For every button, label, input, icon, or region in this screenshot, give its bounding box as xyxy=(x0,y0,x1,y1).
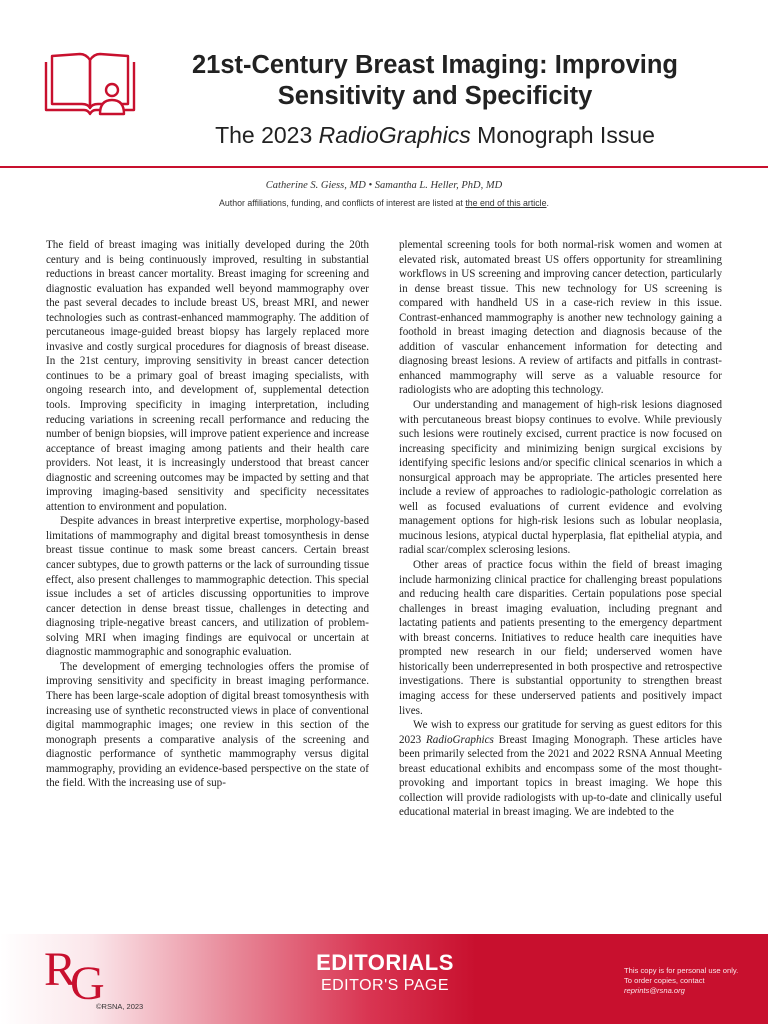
affiliation-end: . xyxy=(546,198,549,208)
author-line: Catherine S. Giess, MD • Samantha L. Heller, PhD, MD xyxy=(265,180,503,191)
paragraph-part: Breast Imaging Monograph. These articles have been primarily selected from the 2021 and 2022 RSNA Annual Meeting breast educational exhibits and encompass some of the most thought-provoking and important topics in breast imaging. We hope this collection will provide radiologists with up-to-date and clinically useful educational material in breast imaging. We are indebted to the xyxy=(399,733,722,819)
paragraph: Other areas of practice focus within the field of breast imaging include harmonizing clinical practice for challenging breast populations and reducing health care disparities. Certain populations pose special challenges in breast imaging evaluation, including pregnant and lactating patients and patients presenting to the emergency department with breast concerns. Initiatives to reduce health care inequities have prompted new research in our field; underserved women have historically been underrepresented in both prospective and retrospective investigations. There is substantial opportunity to strengthen breast imaging access for these underserved patients and positively impact lives. xyxy=(399,559,722,717)
reprint-notice xyxy=(624,966,744,996)
paragraph: Despite advances in breast interpretive expertise, morphology-based limitations of mammography and digital breast tomosynthesis in dense breast tissue continue to mask some breast cancers. Certain breast cancer subtypes, due to growth patterns or the lack of surrounding tissue effect, also present challenges to mammographic detection. This special issue includes a set of articles discussing opportunities to improve cancer detection in dense breast tissue, challenges in detecting and diagnosing triple-negative breast cancers, and utilization of problem-solving MRI when imaging findings are equivocal or uncertain at diagnostic mammographic and sonographic evaluation. xyxy=(46,515,369,659)
paragraph: plemental screening tools for both normal-risk women and women at elevated risk, automated breast US offers opportunity for streamlining workflows in US screening and improving cancer detection, particularly in dense breast tissue. This new technology for US screening is compared with handheld US in a case-rich review in this issue. Contrast-enhanced mammography is another new technology gaining a foothold in breast imaging detection and diagnosis because of the addition of vascular enhancement information for detecting and diagnosing breast lesions. A review of artifacts and pitfalls in contrast-enhanced mammography will serve as a valuable resource for radiologists who are adopting this technology. xyxy=(399,239,722,397)
paragraph: The development of emerging technologies offers the promise of improving sensitivity and specificity in breast imaging performance. There has been large-scale adoption of digital breast tomosynthesis with increasing use of synthetic reconstructed views in place of conventional digital mammographic images; one review in this section of the monograph presents a comparative analysis of the screening and diagnostic performance of synthetic mammography versus digital mammography, providing an evidence-based perspective on the state of the field. With the increasing use of sup- xyxy=(46,660,369,790)
paragraph-part: We wish to express our gratitude for serving as guest editors for this 2023 xyxy=(399,719,722,746)
reprint-text: This copy is for personal use only. To order copies, contact xyxy=(624,966,739,985)
logo-g: G xyxy=(70,957,99,1010)
copyright-text: ©RSNA, 2023 xyxy=(96,1002,144,1011)
body-column-right xyxy=(399,238,722,820)
section-label: EDITORIALS xyxy=(316,950,454,975)
paragraph: Our understanding and management of high-risk lesions diagnosed with percutaneous breast biopsy continues to evolve. While previously such lesions were routinely excised, current practice is now focused on increasing specificity and minimizing benign surgical excisions by identifying specific lesions and/or specific clinical scenarios in which a nonsurgical approach may be appropriate. The articles presented here include a review of approaches to radiologic-pathologic correlation as well as focused evaluations of current evidence and evolving management options for high-risk lesions such as lobular neoplasia, mucinous lesions, atypical ductal hyperplasia, flat epithelial atypia, and radial scar/complex sclerosing lesions. xyxy=(399,399,722,557)
subtitle-journal: RadioGraphics xyxy=(318,122,471,148)
reprint-email[interactable]: reprints@rsna.org xyxy=(624,986,685,995)
header-divider xyxy=(0,166,768,168)
page-subtitle xyxy=(150,120,720,150)
journal-name: RadioGraphics xyxy=(426,733,494,746)
end-of-article-link[interactable]: the end of this article xyxy=(465,198,547,208)
page-title: 21st-Century Breast Imaging: Improving Sensitivity and Specificity xyxy=(191,51,678,110)
affiliation-text: Author affiliations, funding, and conflicts of interest are listed at xyxy=(219,198,466,208)
subsection-label: EDITOR'S PAGE xyxy=(320,977,450,994)
subtitle-post: Monograph Issue xyxy=(470,122,655,148)
paragraph xyxy=(399,718,722,820)
affiliation-note xyxy=(0,198,768,208)
paragraph: The field of breast imaging was initially developed during the 20th century and is being continuously improved, resulting in substantial reductions in breast cancer mortality. Breast imaging for screening and diagnostic evaluation has expanded well beyond mammography over the past several decades to include breast US, breast MRI, and newer technologies such as contrast-enhanced mammography. The addition of percutaneous image-guided breast biopsy has largely replaced more invasive and costly surgical procedures for diagnosis of breast disease. In the 21st century, improving sensitivity in breast cancer detection continues to be a primary goal of breast imaging specialists, with ongoing research into, and development of, supplemental detection tools. Improving specificity in imaging interpretation, including reducing variations in screening recall performance and reducing the number of benign biopsies, will improve patient experience and increase acceptance of breast imaging among patients and their health care providers. Not least, it is increasingly understood that breast cancer diagnostic and screening outcomes may be impacted by setting and that improving imaging-based sensitivity and specificity necessitates attention to environment and population. xyxy=(46,239,369,513)
subtitle-pre: The 2023 xyxy=(215,122,319,148)
body-column-left xyxy=(46,238,369,791)
book-reader-icon xyxy=(42,48,138,126)
logo-r: R xyxy=(44,943,71,996)
article-header xyxy=(0,0,768,208)
rg-logo xyxy=(44,942,99,1010)
